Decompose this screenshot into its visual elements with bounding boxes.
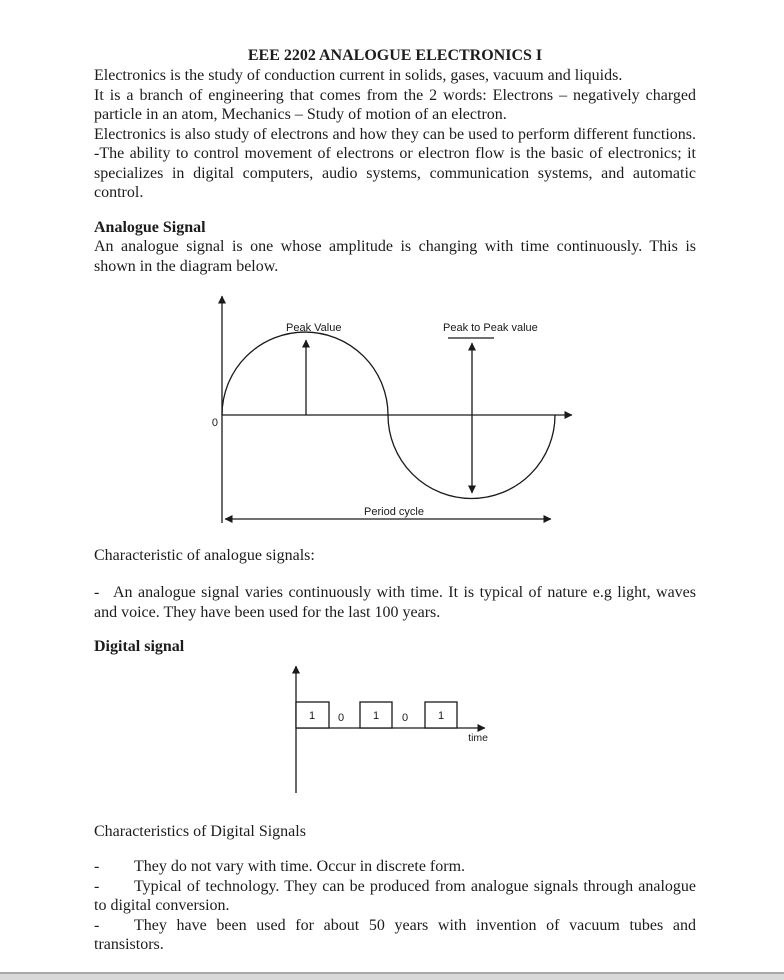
bullet-line: to digital conversion. [94, 897, 230, 914]
peak-to-peak-label: Peak to Peak value [443, 322, 538, 334]
bullet-line [94, 583, 696, 603]
digital-signal-diagram [270, 655, 500, 800]
analogue-characteristics-heading: Characteristic of analogue signals: [94, 547, 315, 564]
analogue-line: shown in the diagram below. [94, 257, 279, 275]
bullet-text: They have been used for about 50 years with invention of vacuum tubes and [134, 916, 696, 934]
digital-heading: Digital signal [94, 638, 185, 655]
pulse-value-label: 1 [308, 710, 316, 722]
digital-characteristics-heading-block [94, 822, 696, 842]
intro-line: control. [94, 184, 144, 201]
intro-line: It is a branch of engineering that comes from the 2 words: Electrons – negatively charged [94, 86, 696, 104]
pulse-value-label: 0 [337, 712, 345, 724]
intro-line: particle in an atom, Mechanics – Study of motion of an electron. [94, 106, 507, 123]
page-title: EEE 2202 ANALOGUE ELECTRONICS I [247, 47, 543, 64]
intro-line: specializes in digital computers, audio systems, communication systems, and automatic [94, 164, 696, 182]
bullet-line: and voice. They have been used for the last 100 years. [94, 603, 441, 621]
bullet-line [94, 877, 696, 897]
digital-heading-block [94, 637, 696, 657]
analogue-characteristics-heading-block [94, 546, 696, 566]
bullet-text: They do not vary with time. Occur in discrete form. [134, 858, 466, 875]
title-block [94, 46, 696, 66]
analogue-section [94, 218, 696, 277]
bullet-line [94, 857, 696, 877]
bullet-dash: - [94, 858, 100, 875]
pulse-value-label: 1 [437, 710, 445, 722]
analogue-bullet-list [94, 583, 696, 622]
analogue-heading: Analogue Signal [94, 218, 206, 236]
digital-characteristics-heading: Characteristics of Digital Signals [94, 823, 306, 840]
intro-line: Electronics is also study of electrons and how they can be used to perform different functions. [94, 125, 696, 143]
bullet-dash: - [94, 877, 100, 895]
time-axis-label: time [468, 732, 488, 744]
bullet-text: Typical of technology. They can be produced from analogue signals through analogue [134, 877, 696, 895]
origin-zero-label: 0 [211, 417, 218, 429]
intro-line: Electronics is the study of conduction current in solids, gases, vacuum and liquids. [94, 67, 623, 84]
period-cycle-label: Period cycle [364, 506, 424, 518]
bullet-text: An analogue signal varies continuously with time. It is typical of nature e.g light, waves [113, 584, 696, 601]
bullet-dash: - [94, 916, 100, 934]
analogue-line: An analogue signal is one whose amplitude is changing with time continuously. This is [94, 238, 696, 255]
pulse-value-label: 1 [372, 710, 380, 722]
bullet-line [94, 916, 696, 936]
pulse-value-label: 0 [401, 712, 409, 724]
digital-bullet-list [94, 857, 696, 955]
bullet-line: transistors. [94, 936, 164, 953]
intro-line: -The ability to control movement of electrons or electron flow is the basic of electronics; it [94, 145, 696, 162]
peak-value-label: Peak Value [286, 322, 342, 334]
bullet-dash: - [94, 584, 100, 601]
analogue-signal-diagram [180, 285, 600, 535]
intro-paragraphs [94, 66, 696, 203]
page-bottom-divider [0, 972, 784, 980]
